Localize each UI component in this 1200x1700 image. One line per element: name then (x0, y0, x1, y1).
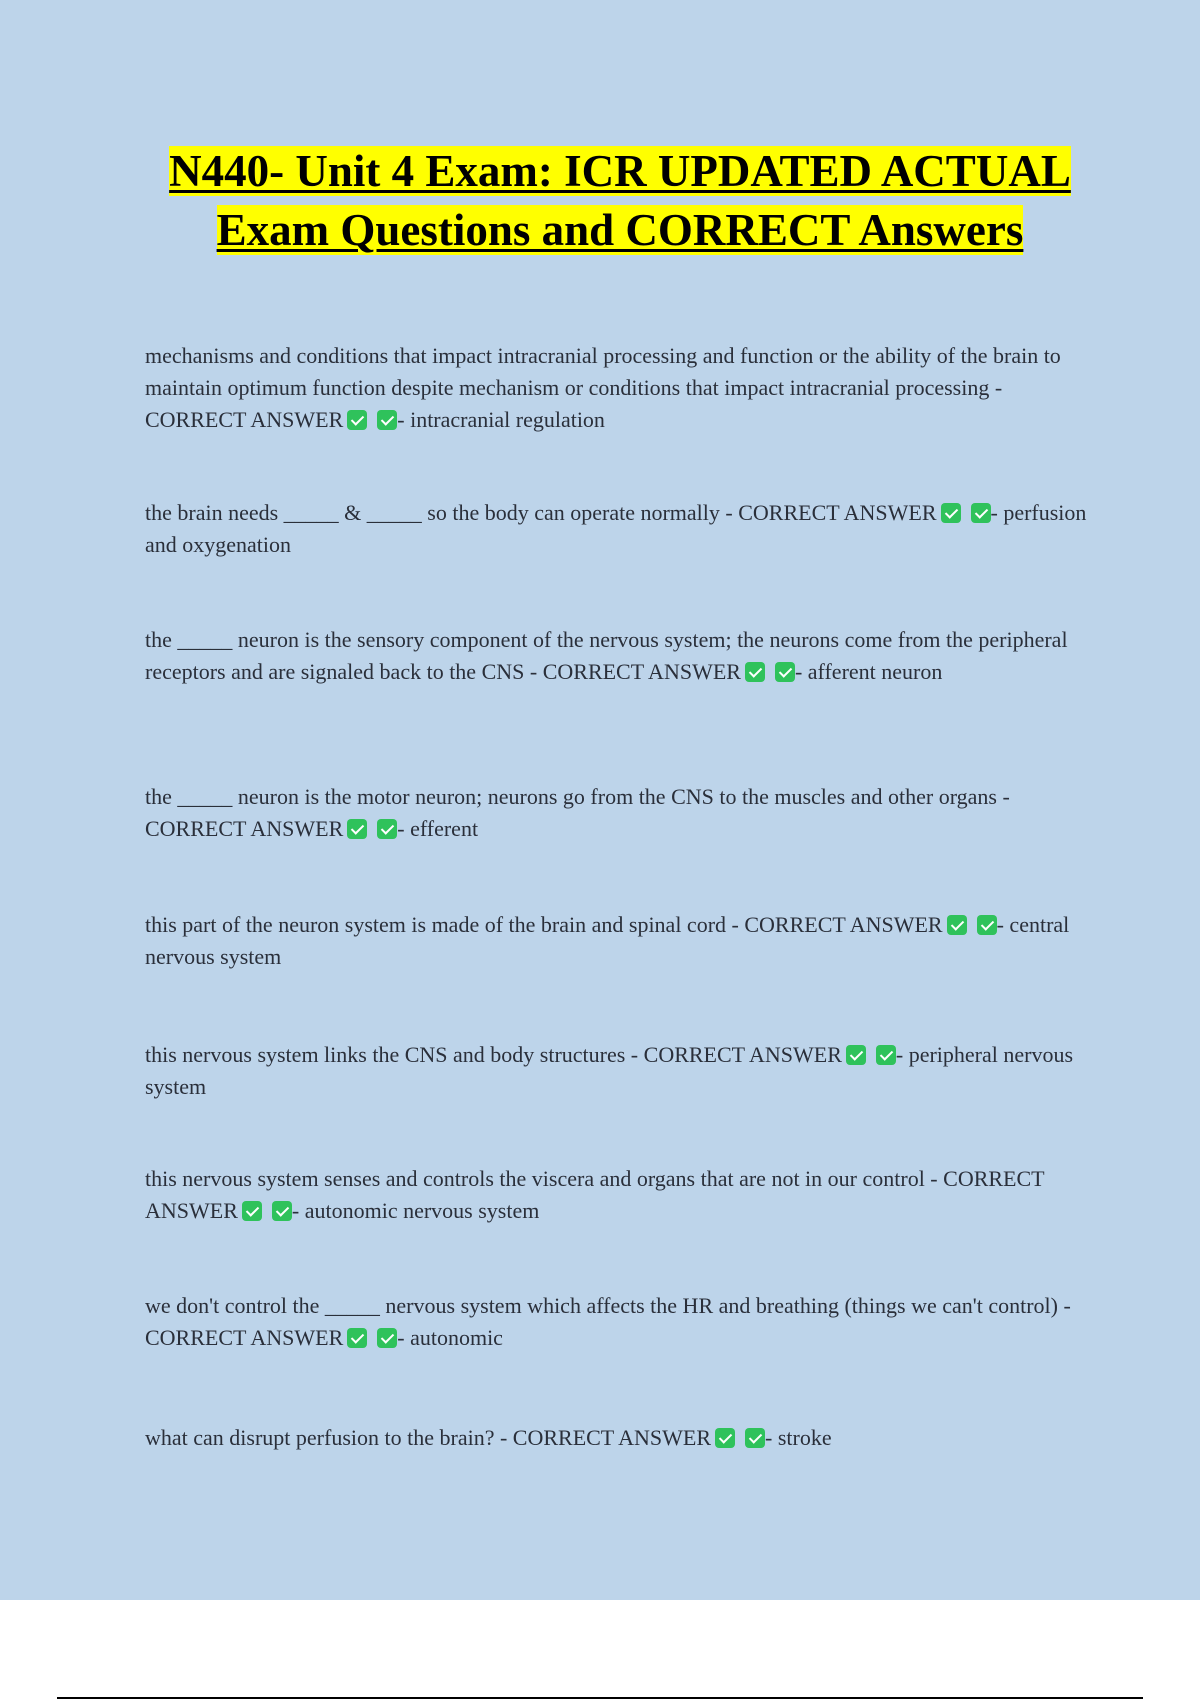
checkmark-icon (242, 1201, 262, 1221)
correct-answer-label: CORRECT ANSWER (145, 407, 344, 432)
qa-item (145, 909, 1090, 973)
checkmark-icon (347, 819, 367, 839)
qa-item (145, 1039, 1090, 1103)
qa-item (145, 1422, 1090, 1454)
checkmark-icon (941, 503, 961, 523)
checkmark-icon (377, 819, 397, 839)
checkmark-icon (715, 1428, 735, 1448)
qa-item (145, 624, 1090, 688)
checkmark-icon (971, 503, 991, 523)
qa-item (145, 1290, 1090, 1354)
answer-text: - autonomic nervous system (291, 1198, 540, 1223)
footer-divider (57, 1697, 1143, 1699)
checkmark-icon (347, 1328, 367, 1348)
answer-text: - central nervous system (145, 912, 1070, 969)
answer-text: - peripheral nervous system (145, 1042, 1074, 1099)
checkmark-icon (947, 915, 967, 935)
question-text: the brain needs _____ & _____ so the body can operate normally - (145, 500, 739, 525)
answer-text: - intracranial regulation (397, 407, 605, 432)
answer-text: - afferent neuron (794, 659, 943, 684)
question-text: we don't control the _____ nervous system which affects the HR and breathing (things we can't control) - (145, 1293, 1071, 1318)
checkmark-icon (745, 1428, 765, 1448)
qa-item (145, 781, 1090, 845)
correct-answer-label: CORRECT ANSWER (738, 500, 937, 525)
question-text: the _____ neuron is the motor neuron; neurons go from the CNS to the muscles and other organs - (145, 784, 1010, 809)
checkmark-icon (876, 1045, 896, 1065)
checkmark-icon (977, 915, 997, 935)
qa-item (145, 340, 1090, 436)
question-text: the _____ neuron is the sensory component of the nervous system; the neurons come from the peripheral receptors and are signaled back to the CNS - (145, 627, 1068, 684)
correct-answer-label: CORRECT ANSWER (145, 1166, 1045, 1223)
checkmark-icon (846, 1045, 866, 1065)
document-title-text: N440- Unit 4 Exam: ICR UPDATED ACTUAL Exam Questions and CORRECT Answers (169, 146, 1071, 255)
checkmark-icon (775, 662, 795, 682)
qa-item (145, 497, 1090, 561)
correct-answer-label: CORRECT ANSWER (744, 912, 943, 937)
question-text: mechanisms and conditions that impact intracranial processing and function or the ability of the brain to maintain optimum function despite mechanism or conditions that impact intracranial processing - (145, 343, 1061, 400)
checkmark-icon (272, 1201, 292, 1221)
document-title (140, 142, 1100, 260)
question-text: this nervous system senses and controls the viscera and organs that are not in our control - (145, 1166, 944, 1191)
correct-answer-label: CORRECT ANSWER (542, 659, 741, 684)
question-text: what can disrupt perfusion to the brain? - (145, 1425, 513, 1450)
question-text: this nervous system links the CNS and body structures - (145, 1042, 644, 1067)
checkmark-icon (745, 662, 765, 682)
answer-text: - perfusion and oxygenation (145, 500, 1087, 557)
checkmark-icon (377, 410, 397, 430)
answer-text: - efferent (397, 816, 479, 841)
correct-answer-label: CORRECT ANSWER (643, 1042, 842, 1067)
correct-answer-label: CORRECT ANSWER (145, 1325, 344, 1350)
question-text: this part of the neuron system is made of the brain and spinal cord - (145, 912, 745, 937)
correct-answer-label: CORRECT ANSWER (512, 1425, 712, 1450)
qa-item (145, 1163, 1090, 1227)
checkmark-icon (347, 410, 367, 430)
answer-text: - autonomic (397, 1325, 503, 1350)
correct-answer-label: CORRECT ANSWER (145, 816, 344, 841)
checkmark-icon (377, 1328, 397, 1348)
answer-text: - stroke (765, 1425, 832, 1450)
